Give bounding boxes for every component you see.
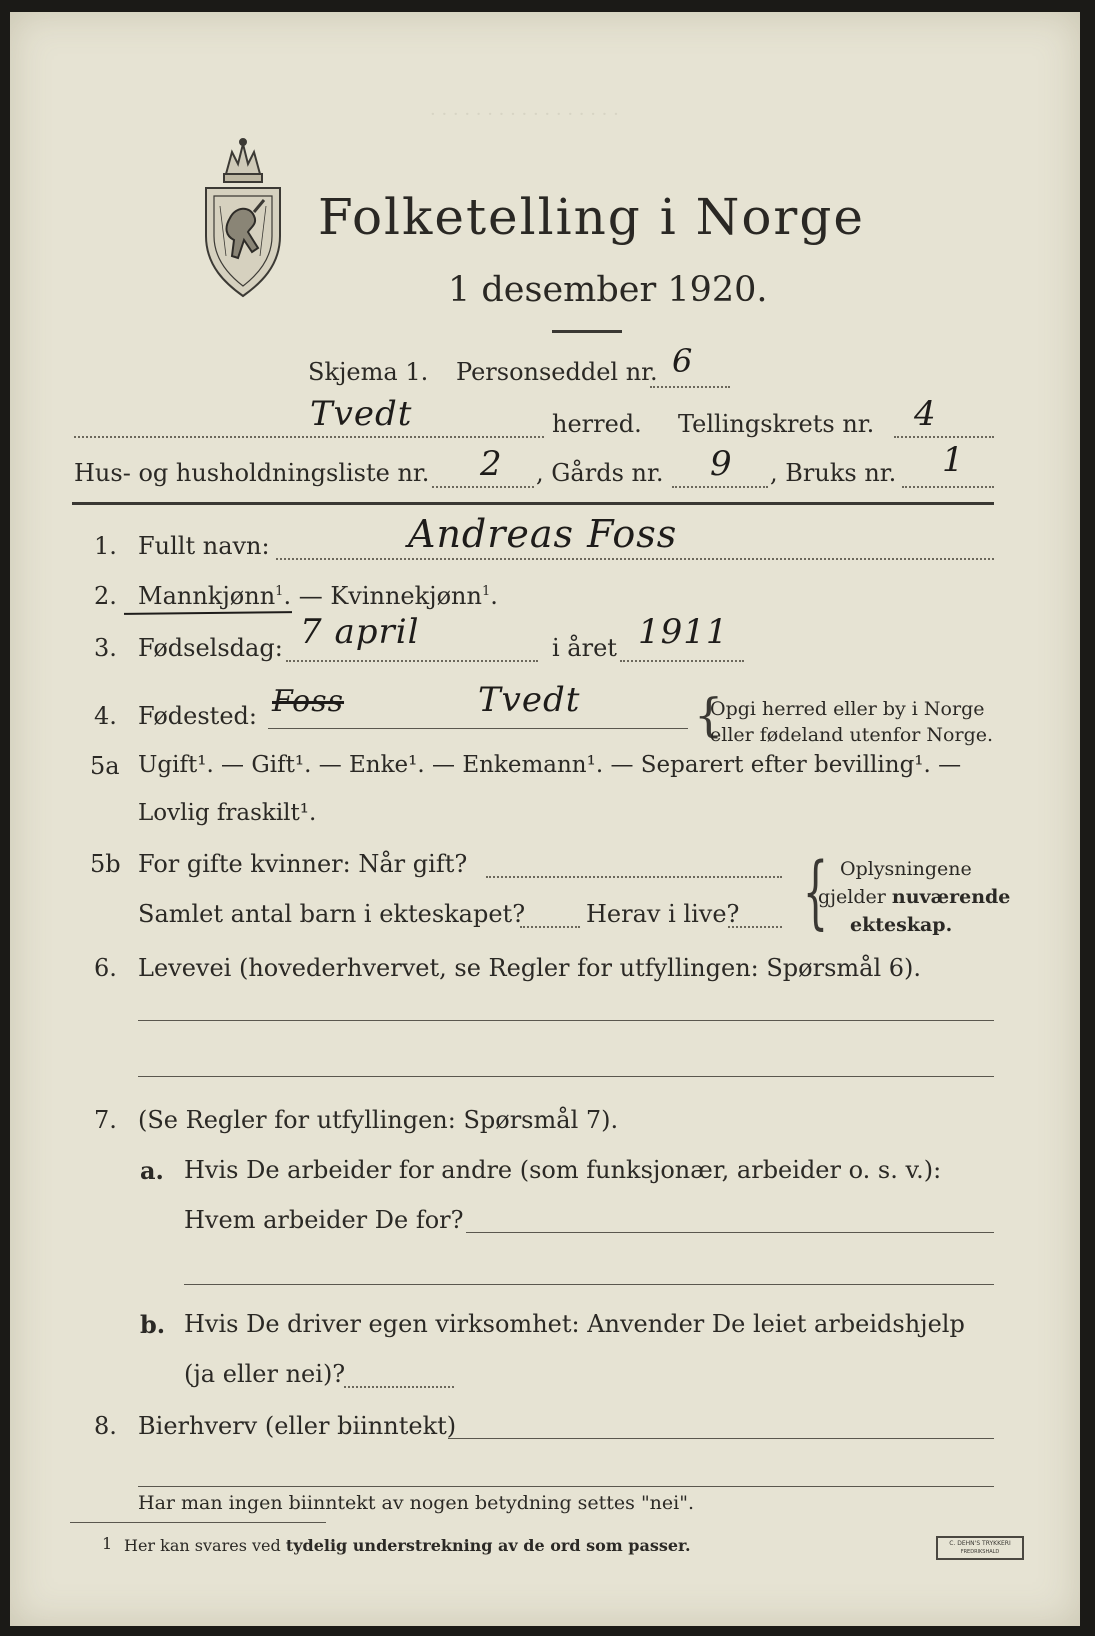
q2-sex-options: Mannkjønn$^1$. — Kvinnekjønn$^1$. <box>138 582 498 610</box>
printer-stamp: C. DEHN'S TRYKKERI FREDRIKSHALD <box>936 1536 1024 1560</box>
q6-answer-line-2[interactable] <box>138 1076 994 1077</box>
herred-line <box>74 436 544 438</box>
bruks-value[interactable]: 1 <box>942 440 965 480</box>
hus-value[interactable]: 2 <box>480 444 503 484</box>
footnote-mark: 1 <box>102 1534 113 1553</box>
show-through-text: · · · · · · · · · · · · · · · · · <box>430 104 619 125</box>
q6-label: Levevei (hovederhvervet, se Regler for utfyllingen: Spørsmål 6). <box>138 954 922 982</box>
q8-answer-line[interactable] <box>448 1438 994 1439</box>
q5b-alive-label: Herav i live? <box>586 900 740 928</box>
q5b-children-label: Samlet antal barn i ekteskapet? <box>138 900 526 928</box>
q4-brace: { <box>694 688 724 742</box>
bruks-label: , Bruks nr. <box>770 459 897 487</box>
q5b-note-line1: Oplysningene <box>840 858 972 880</box>
gards-line <box>672 486 768 488</box>
q7a-answer-line-2[interactable] <box>184 1284 994 1285</box>
q2-male-underline <box>124 611 292 615</box>
q5b-children-line[interactable] <box>520 926 580 928</box>
skjema-label: Skjema 1. <box>308 358 429 386</box>
page-subtitle: 1 desember 1920. <box>448 270 768 310</box>
q5b-note-line3: ekteskap. <box>850 914 953 936</box>
q1-number: 1. <box>94 532 117 560</box>
q7b-line2: (ja eller nei)? <box>184 1360 346 1388</box>
q1-full-name-value[interactable]: Andreas Foss <box>408 512 678 556</box>
personseddel-label: Personseddel nr. <box>456 358 658 386</box>
q7b-letter: b. <box>140 1310 166 1339</box>
q5b-married-line[interactable] <box>486 876 782 878</box>
q1-label: Fullt navn: <box>138 532 270 560</box>
q2-number: 2. <box>94 582 117 610</box>
header-divider <box>72 502 994 505</box>
q7-number: 7. <box>94 1106 117 1134</box>
q3-year-label: i året <box>552 634 617 662</box>
q4-note-line2: eller fødeland utenfor Norge. <box>710 724 994 746</box>
q4-note-line1: Opgi herred eller by i Norge <box>710 698 985 720</box>
page-title: Folketelling i Norge <box>318 188 865 246</box>
q3-label: Fødselsdag: <box>138 634 283 662</box>
q3-number: 3. <box>94 634 117 662</box>
q6-answer-line-1[interactable] <box>138 1020 994 1021</box>
q4-number: 4. <box>94 702 117 730</box>
q2-male-option[interactable]: Mannkjønn$^1$ <box>138 582 284 610</box>
personseddel-line <box>650 386 730 388</box>
hus-line <box>432 486 534 488</box>
hus-label: Hus- og husholdningsliste nr. <box>74 459 430 487</box>
q4-birthplace-value[interactable]: Tvedt <box>478 680 581 720</box>
herred-value[interactable]: Tvedt <box>310 394 413 434</box>
q5b-married-label: For gifte kvinner: Når gift? <box>138 850 468 878</box>
q5b-number: 5b <box>90 850 121 878</box>
q5b-brace: { <box>802 845 829 938</box>
q7a-line2: Hvem arbeider De for? <box>184 1206 464 1234</box>
q7b-line1: Hvis De driver egen virksomhet: Anvender De leiet arbeidshjelp <box>184 1310 965 1338</box>
q5b-note-line2: gjelder nuværende <box>818 886 1011 908</box>
q3-day-line <box>286 660 538 662</box>
q8-answer-line-2[interactable] <box>138 1486 994 1487</box>
q7a-letter: a. <box>140 1156 164 1185</box>
q3-year-value[interactable]: 1911 <box>638 612 729 652</box>
norway-coat-of-arms-icon <box>198 136 288 301</box>
q5a-divorced-option[interactable]: Lovlig fraskilt¹. <box>138 800 317 826</box>
q3-year-line <box>620 660 744 662</box>
q2-female-option[interactable]: Kvinnekjønn$^1$ <box>330 582 491 610</box>
q7a-answer-line[interactable] <box>466 1232 994 1233</box>
q7a-line1: Hvis De arbeider for andre (som funksjonær, arbeider o. s. v.): <box>184 1156 942 1184</box>
gards-value[interactable]: 9 <box>710 444 733 484</box>
q1-line <box>276 558 994 560</box>
bruks-line <box>902 486 994 488</box>
tellingskrets-value[interactable]: 4 <box>914 394 937 434</box>
footnote-text: Her kan svares ved tydelig understrekning av de ord som passer. <box>124 1536 691 1555</box>
q5b-alive-line[interactable] <box>728 926 782 928</box>
personseddel-value[interactable]: 6 <box>672 342 694 380</box>
q7-label: (Se Regler for utfyllingen: Spørsmål 7). <box>138 1106 619 1134</box>
gards-label: , Gårds nr. <box>536 459 664 487</box>
q4-struck-value: Foss <box>272 684 345 719</box>
q4-label: Fødested: <box>138 702 257 730</box>
q8-number: 8. <box>94 1412 117 1440</box>
q3-birthday-value[interactable]: 7 april <box>300 612 420 652</box>
title-divider <box>552 330 622 333</box>
tellingskrets-line <box>894 436 994 438</box>
q8-label: Bierhverv (eller biinntekt) <box>138 1412 457 1440</box>
q7b-answer-line[interactable] <box>344 1386 454 1388</box>
herred-label: herred. <box>552 410 642 438</box>
tellingskrets-label: Tellingskrets nr. <box>678 410 875 438</box>
q6-number: 6. <box>94 954 117 982</box>
q5a-marital-options[interactable]: Ugift¹. — Gift¹. — Enke¹. — Enkemann¹. — Separert efter bevilling¹. — <box>138 752 962 778</box>
footnote-divider <box>70 1522 326 1523</box>
census-form-sheet <box>10 12 1080 1626</box>
bottom-note: Har man ingen biinntekt av nogen betydning settes "nei". <box>138 1492 695 1514</box>
q5a-number: 5a <box>90 752 120 780</box>
q4-line <box>268 728 688 729</box>
